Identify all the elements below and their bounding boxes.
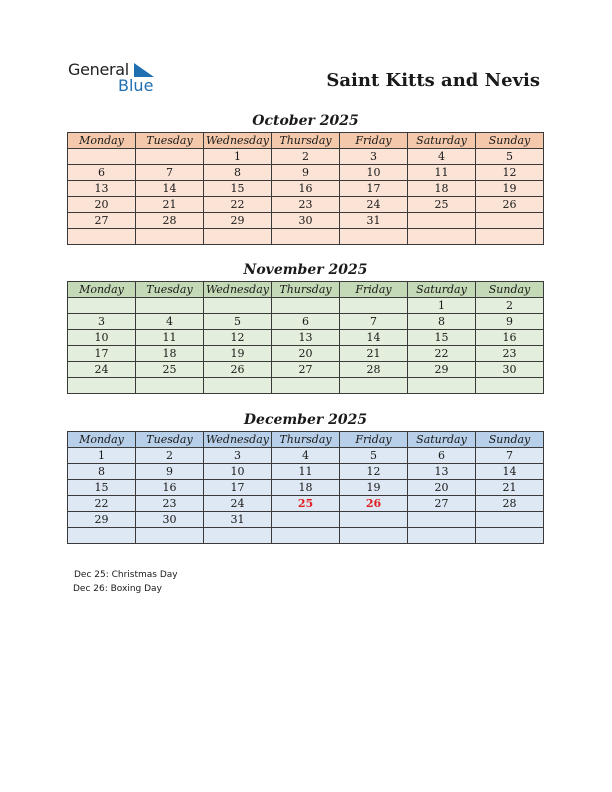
day-cell: [68, 229, 136, 245]
weekday-header: Friday: [340, 432, 408, 448]
day-cell: 13: [68, 181, 136, 197]
day-cell: 15: [68, 480, 136, 496]
day-cell: 2: [272, 149, 340, 165]
day-cell: [68, 378, 136, 394]
day-cell: 17: [340, 181, 408, 197]
day-cell: [136, 298, 204, 314]
weekday-header: Tuesday: [136, 133, 204, 149]
day-cell: 19: [204, 346, 272, 362]
day-cell: 21: [340, 346, 408, 362]
day-cell: 30: [272, 213, 340, 229]
month-title: October 2025: [252, 113, 359, 129]
week-row: [68, 464, 544, 480]
week-row: [68, 528, 544, 544]
weekday-header: Monday: [68, 282, 136, 298]
day-cell: 6: [272, 314, 340, 330]
month-title: November 2025: [243, 262, 368, 278]
day-cell: 12: [204, 330, 272, 346]
week-row: [68, 448, 544, 464]
day-cell: 21: [136, 197, 204, 213]
day-cell: 25: [408, 197, 476, 213]
day-cell: [476, 528, 544, 544]
day-cell: 27: [408, 496, 476, 512]
day-cell: 12: [340, 464, 408, 480]
day-cell: 31: [340, 213, 408, 229]
day-cell: 26: [204, 362, 272, 378]
day-cell: 23: [272, 197, 340, 213]
day-cell: 27: [68, 213, 136, 229]
day-cell: 28: [340, 362, 408, 378]
day-cell: 22: [204, 197, 272, 213]
day-cell: 9: [476, 314, 544, 330]
day-cell: 15: [408, 330, 476, 346]
day-cell: 7: [340, 314, 408, 330]
general-blue-logo: [68, 60, 168, 96]
day-cell: [68, 298, 136, 314]
day-cell: 14: [476, 464, 544, 480]
day-cell: 23: [476, 346, 544, 362]
day-cell: 4: [136, 314, 204, 330]
weekday-header: Wednesday: [204, 282, 272, 298]
day-cell: 18: [408, 181, 476, 197]
weekday-header-row: [68, 282, 544, 298]
day-cell: 15: [204, 181, 272, 197]
day-cell: 4: [408, 149, 476, 165]
day-cell: 13: [408, 464, 476, 480]
day-cell: 24: [204, 496, 272, 512]
day-cell: 16: [272, 181, 340, 197]
week-row: [68, 378, 544, 394]
day-cell: 21: [476, 480, 544, 496]
week-row: [68, 149, 544, 165]
day-cell: [204, 298, 272, 314]
week-row: [68, 496, 544, 512]
weekday-header: Tuesday: [136, 282, 204, 298]
day-cell: 2: [136, 448, 204, 464]
day-cell: 3: [68, 314, 136, 330]
day-cell: [476, 512, 544, 528]
day-cell: 9: [272, 165, 340, 181]
day-cell: 18: [272, 480, 340, 496]
day-cell: 29: [408, 362, 476, 378]
weekday-header: Sunday: [476, 282, 544, 298]
day-cell: 26: [476, 197, 544, 213]
weekday-header: Monday: [68, 432, 136, 448]
day-cell: [136, 378, 204, 394]
day-cell: [476, 229, 544, 245]
weekday-header: Saturday: [408, 133, 476, 149]
weekday-header: Saturday: [408, 432, 476, 448]
day-cell: [68, 149, 136, 165]
weekday-header: Sunday: [476, 432, 544, 448]
day-cell: 28: [476, 496, 544, 512]
day-cell: 9: [136, 464, 204, 480]
week-row: [68, 480, 544, 496]
day-cell: 24: [68, 362, 136, 378]
day-cell: [136, 229, 204, 245]
day-cell: [272, 229, 340, 245]
day-cell: 29: [68, 512, 136, 528]
day-cell: [272, 512, 340, 528]
day-cell: [340, 298, 408, 314]
weekday-header: Wednesday: [204, 133, 272, 149]
day-cell: [476, 213, 544, 229]
holiday-note: Dec 25: Christmas Day: [74, 570, 178, 580]
day-cell: 16: [136, 480, 204, 496]
day-cell: 10: [68, 330, 136, 346]
day-cell: 22: [408, 346, 476, 362]
day-cell: 23: [136, 496, 204, 512]
weekday-header: Saturday: [408, 282, 476, 298]
day-cell: 31: [204, 512, 272, 528]
day-cell: [340, 528, 408, 544]
weekday-header: Thursday: [272, 432, 340, 448]
day-cell: 6: [68, 165, 136, 181]
day-cell: [340, 512, 408, 528]
day-cell: [204, 229, 272, 245]
day-cell: 8: [204, 165, 272, 181]
week-row: [68, 197, 544, 213]
day-cell: 25: [136, 362, 204, 378]
day-cell: 27: [272, 362, 340, 378]
weekday-header: Tuesday: [136, 432, 204, 448]
calendar-table: [67, 281, 544, 394]
day-cell: [408, 213, 476, 229]
month-november: [67, 261, 544, 394]
day-cell: 5: [476, 149, 544, 165]
day-cell: [408, 528, 476, 544]
day-cell: 8: [408, 314, 476, 330]
day-cell: 20: [68, 197, 136, 213]
country-title: Saint Kitts and Nevis: [326, 70, 540, 91]
weekday-header-row: [68, 432, 544, 448]
month-title: December 2025: [243, 412, 368, 428]
weekday-header: Wednesday: [204, 432, 272, 448]
day-cell: 17: [68, 346, 136, 362]
day-cell: [272, 298, 340, 314]
day-cell: 2: [476, 298, 544, 314]
holiday-day-cell: 26: [340, 496, 408, 512]
day-cell: 7: [476, 448, 544, 464]
day-cell: 28: [136, 213, 204, 229]
weekday-header: Sunday: [476, 133, 544, 149]
weekday-header: Friday: [340, 133, 408, 149]
week-row: [68, 213, 544, 229]
day-cell: [476, 378, 544, 394]
day-cell: 20: [408, 480, 476, 496]
day-cell: 14: [340, 330, 408, 346]
day-cell: 19: [476, 181, 544, 197]
day-cell: [340, 378, 408, 394]
day-cell: 19: [340, 480, 408, 496]
day-cell: [408, 512, 476, 528]
day-cell: [136, 528, 204, 544]
calendar-table: [67, 431, 544, 544]
day-cell: [408, 229, 476, 245]
day-cell: [408, 378, 476, 394]
day-cell: 11: [136, 330, 204, 346]
day-cell: 18: [136, 346, 204, 362]
day-cell: [340, 229, 408, 245]
logo-flag-icon: [134, 63, 154, 77]
holiday-notes: [74, 568, 178, 596]
weekday-header: Friday: [340, 282, 408, 298]
day-cell: 30: [136, 512, 204, 528]
day-cell: [272, 378, 340, 394]
day-cell: 16: [476, 330, 544, 346]
day-cell: 17: [204, 480, 272, 496]
day-cell: [204, 528, 272, 544]
week-row: [68, 346, 544, 362]
day-cell: 29: [204, 213, 272, 229]
day-cell: 8: [68, 464, 136, 480]
day-cell: 6: [408, 448, 476, 464]
day-cell: 12: [476, 165, 544, 181]
day-cell: [68, 528, 136, 544]
day-cell: 30: [476, 362, 544, 378]
weekday-header: Monday: [68, 133, 136, 149]
day-cell: 1: [204, 149, 272, 165]
month-october: [67, 112, 544, 245]
day-cell: 24: [340, 197, 408, 213]
weekday-header-row: [68, 133, 544, 149]
day-cell: 10: [340, 165, 408, 181]
day-cell: 11: [272, 464, 340, 480]
day-cell: 20: [272, 346, 340, 362]
month-december: [67, 411, 544, 544]
day-cell: 22: [68, 496, 136, 512]
weekday-header: Thursday: [272, 133, 340, 149]
week-row: [68, 330, 544, 346]
day-cell: 3: [204, 448, 272, 464]
day-cell: 10: [204, 464, 272, 480]
week-row: [68, 181, 544, 197]
day-cell: 13: [272, 330, 340, 346]
day-cell: [204, 378, 272, 394]
week-row: [68, 165, 544, 181]
day-cell: 14: [136, 181, 204, 197]
day-cell: 7: [136, 165, 204, 181]
day-cell: 4: [272, 448, 340, 464]
logo-text-blue: Blue: [118, 76, 154, 95]
day-cell: 5: [340, 448, 408, 464]
weekday-header: Thursday: [272, 282, 340, 298]
day-cell: 3: [340, 149, 408, 165]
week-row: [68, 229, 544, 245]
calendar-table: [67, 132, 544, 245]
holiday-note: Dec 26: Boxing Day: [73, 584, 162, 594]
day-cell: [272, 528, 340, 544]
day-cell: 1: [408, 298, 476, 314]
day-cell: 5: [204, 314, 272, 330]
week-row: [68, 298, 544, 314]
day-cell: [136, 149, 204, 165]
holiday-day-cell: 25: [272, 496, 340, 512]
day-cell: 1: [68, 448, 136, 464]
week-row: [68, 362, 544, 378]
day-cell: 11: [408, 165, 476, 181]
week-row: [68, 512, 544, 528]
logo-text-general: General: [68, 60, 129, 79]
week-row: [68, 314, 544, 330]
